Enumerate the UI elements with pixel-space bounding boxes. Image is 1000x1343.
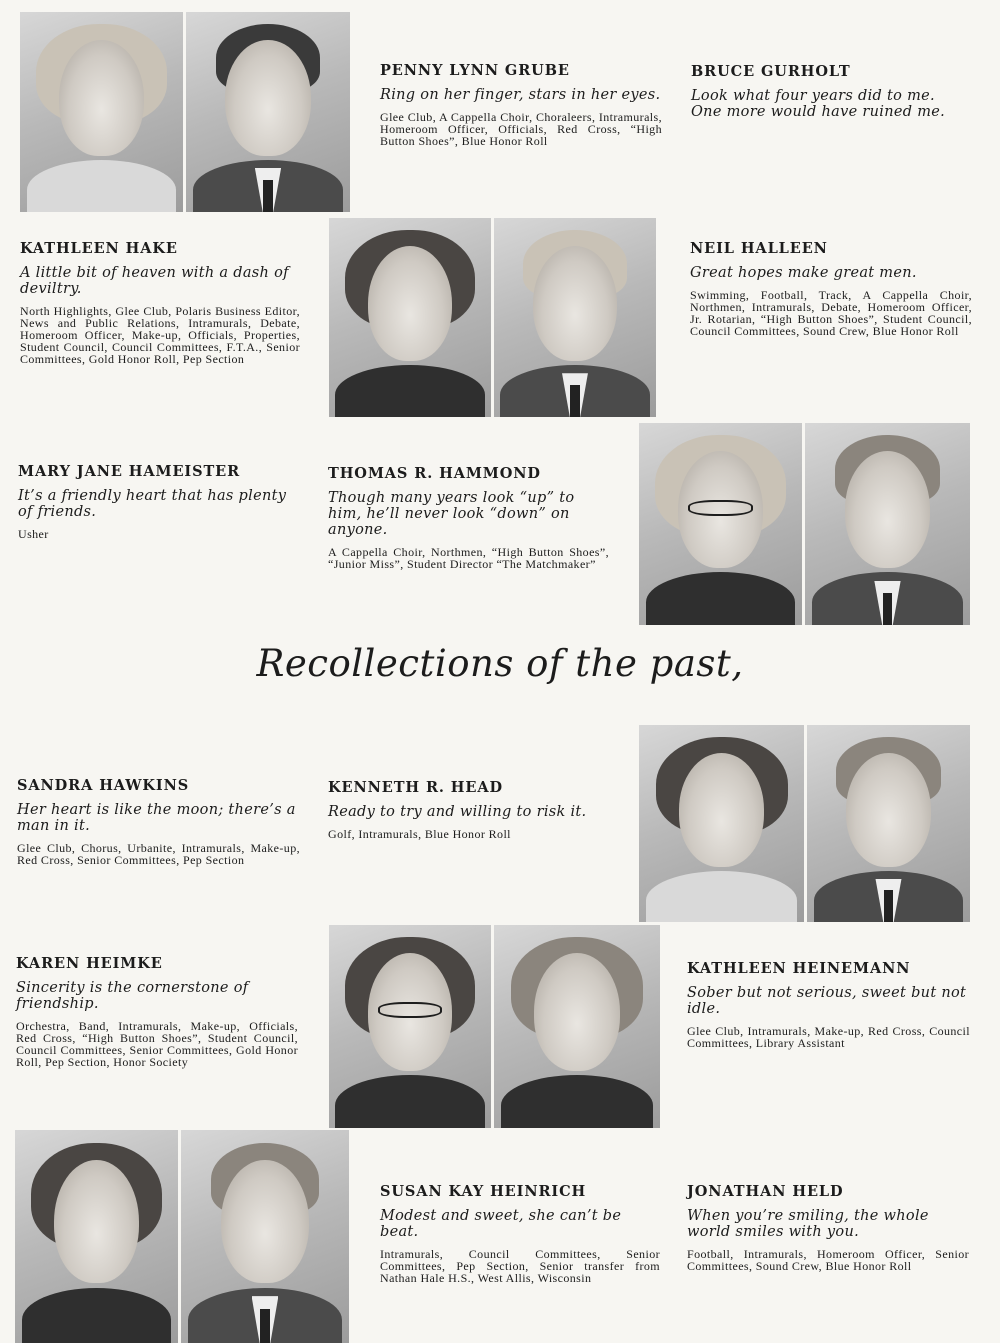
senior-quote: When you’re smiling, the whole world smiles with you.: [687, 1208, 929, 1240]
senior-entry: [690, 240, 972, 337]
senior-activities: Football, Intramurals, Homeroom Officer, Senior Committees, Sound Crew, Blue Honor Roll: [687, 1247, 969, 1273]
senior-quote: Sober but not serious, sweet but not idle.: [687, 985, 967, 1017]
senior-quote: A little bit of heaven with a dash of deviltry.: [20, 265, 289, 297]
portrait-photo: [494, 218, 656, 417]
senior-name: THOMAS R. HAMMOND: [328, 465, 541, 482]
portrait-photo: [329, 218, 491, 417]
senior-quote: Sincerity is the cornerstone of friendship.: [16, 980, 249, 1012]
senior-quote: Though many years look “up” to him, he’ll never look “down” on anyone.: [328, 490, 575, 538]
senior-name: JONATHAN HELD: [687, 1183, 844, 1200]
page-headline: Recollections of the past,: [256, 642, 744, 685]
portrait-photo: [807, 725, 970, 922]
senior-entry: [328, 465, 609, 570]
senior-activities: Golf, Intramurals, Blue Honor Roll: [328, 827, 511, 841]
portrait-photo: [805, 423, 970, 625]
senior-quote: It’s a friendly heart that has plenty of friends.: [18, 488, 287, 520]
portrait-photo: [15, 1130, 178, 1343]
senior-activities: Swimming, Football, Track, A Cappella Choir, Northmen, Intramurals, Debate, Homeroom Officer, Jr. Rotarian, “High Button Shoes”, Student Council, Council Committees, Sound Crew, Blue Honor Roll: [690, 288, 972, 338]
senior-name: MARY JANE HAMEISTER: [18, 463, 241, 480]
senior-quote: Ring on her finger, stars in her eyes.: [380, 87, 661, 103]
senior-quote: Look what four years did to me. One more would have ruined me.: [691, 88, 946, 120]
senior-activities: Orchestra, Band, Intramurals, Make-up, Officials, Red Cross, “High Button Shoes”, Student Council, Council Committees, Senior Committees, Gold Honor Roll, Pep Section, Honor Society: [16, 1019, 298, 1069]
senior-name: SANDRA HAWKINS: [17, 777, 190, 794]
senior-entry: [17, 777, 300, 866]
senior-name: KENNETH R. HEAD: [328, 779, 503, 796]
portrait-photo: [329, 925, 491, 1128]
portrait-photo: [494, 925, 660, 1128]
portrait-photo: [20, 12, 183, 212]
senior-activities: Intramurals, Council Committees, Senior Committees, Pep Section, Senior transfer from Nathan Hale H.S., West Allis, Wisconsin: [380, 1247, 660, 1285]
senior-quote: Modest and sweet, she can’t be beat.: [380, 1208, 622, 1240]
portrait-photo: [639, 423, 802, 625]
senior-name: PENNY LYNN GRUBE: [380, 62, 570, 79]
senior-entry: [687, 960, 970, 1049]
senior-entry: [328, 779, 613, 840]
portrait-photo: [181, 1130, 349, 1343]
senior-entry: [20, 240, 300, 365]
senior-name: SUSAN KAY HEINRICH: [380, 1183, 587, 1200]
senior-entry: [380, 62, 662, 147]
senior-name: KATHLEEN HAKE: [20, 240, 178, 257]
senior-activities: North Highlights, Glee Club, Polaris Business Editor, News and Public Relations, Intramurals, Debate, Homeroom Officer, Make-up, Officials, Properties, Student Council, Council Committees, F.T.A., Senior Committees, Gold Honor Roll, Pep Section: [20, 304, 300, 366]
senior-entry: [16, 955, 298, 1068]
senior-name: KATHLEEN HEINEMANN: [687, 960, 911, 977]
senior-activities: Glee Club, A Cappella Choir, Choraleers, Intramurals, Homeroom Officer, Officials, Red Cross, “High Button Shoes”, Blue Honor Roll: [380, 110, 662, 148]
senior-quote: Great hopes make great men.: [690, 265, 917, 281]
senior-name: KAREN HEIMKE: [16, 955, 163, 972]
senior-entry: [691, 63, 961, 128]
portrait-photo: [186, 12, 350, 212]
senior-entry: [380, 1183, 660, 1284]
senior-entry: [18, 463, 300, 540]
senior-name: BRUCE GURHOLT: [691, 63, 851, 80]
senior-activities: Glee Club, Intramurals, Make-up, Red Cross, Council Committees, Library Assistant: [687, 1024, 970, 1050]
senior-activities: Glee Club, Chorus, Urbanite, Intramurals, Make-up, Red Cross, Senior Committees, Pep Section: [17, 841, 300, 867]
senior-activities: A Cappella Choir, Northmen, “High Button Shoes”, “Junior Miss”, Student Director “The Matchmaker”: [328, 545, 609, 571]
senior-name: NEIL HALLEEN: [690, 240, 828, 257]
senior-activities: Usher: [18, 527, 49, 541]
senior-entry: [687, 1183, 969, 1272]
senior-quote: Her heart is like the moon; there’s a man in it.: [17, 802, 296, 834]
portrait-photo: [639, 725, 804, 922]
senior-quote: Ready to try and willing to risk it.: [328, 804, 587, 820]
